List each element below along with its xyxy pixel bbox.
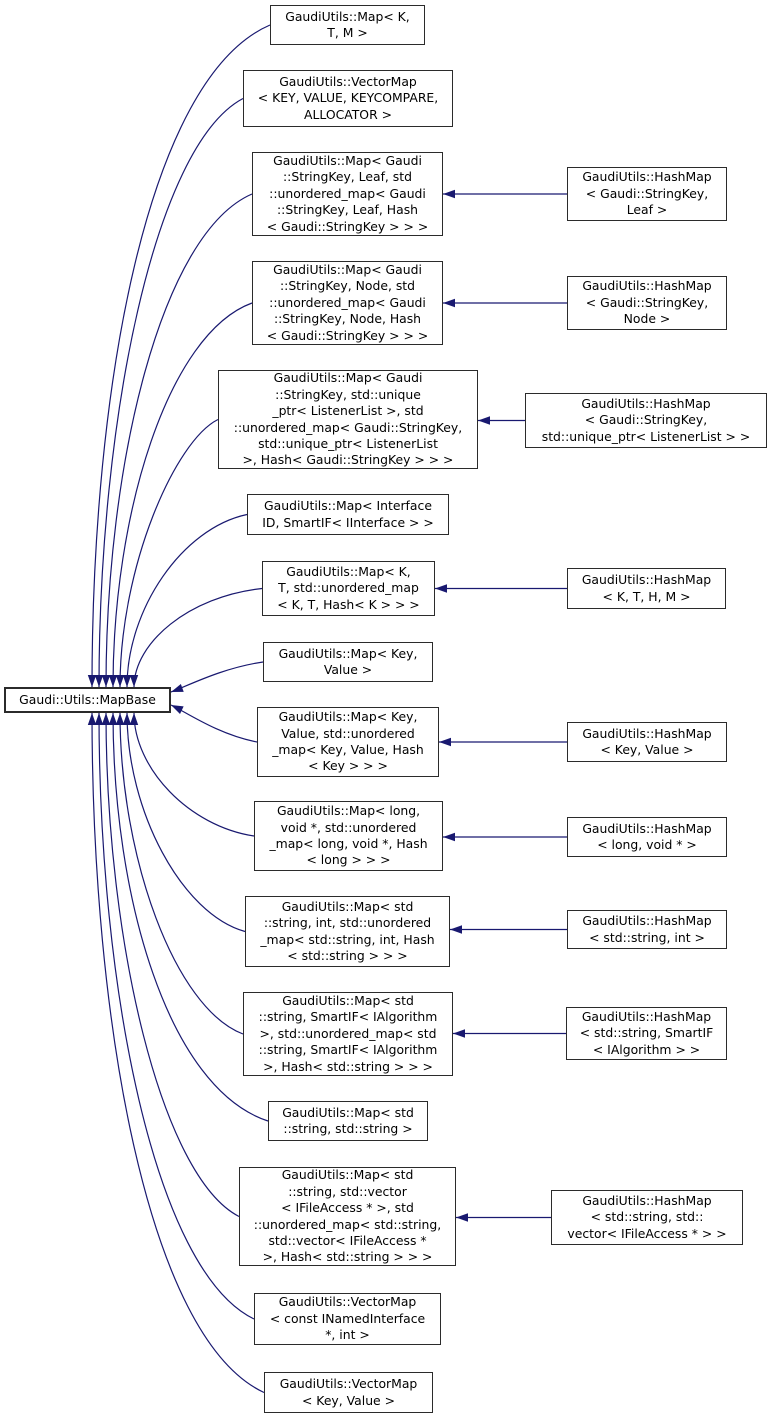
class-node-b8[interactable] xyxy=(566,1007,727,1060)
class-label-line: < K, T, H, M > xyxy=(602,588,691,604)
class-label-line: std::vector< IFileAccess * xyxy=(268,1232,427,1248)
inheritance-arrow xyxy=(127,515,247,688)
inheritance-arrow xyxy=(134,589,262,688)
class-label-line: GaudiUtils::Map< K, xyxy=(286,563,411,579)
class-label-line: Value > xyxy=(323,662,373,677)
class-label-line: void *, std::unordered xyxy=(280,819,417,835)
class-node-a3[interactable] xyxy=(252,152,443,236)
class-node-b7[interactable] xyxy=(567,910,727,949)
class-node-a8[interactable] xyxy=(263,642,433,682)
class-node-b6[interactable] xyxy=(567,817,727,857)
class-label-line: GaudiUtils::VectorMap xyxy=(279,73,417,89)
class-label-line: GaudiUtils::Map< std xyxy=(281,898,414,914)
class-label-line: < KEY, VALUE, KEYCOMPARE, xyxy=(257,90,439,106)
class-node-a7[interactable] xyxy=(262,561,435,616)
class-label-line: GaudiUtils::HashMap xyxy=(581,572,712,588)
class-label-line: ::string, SmartIF< IAlgorithm xyxy=(258,1009,438,1025)
class-node-a1[interactable] xyxy=(270,5,425,45)
class-label-line: < Gaudi::StringKey, xyxy=(585,185,709,201)
class-label-line: T, std::unordered_map xyxy=(278,580,419,596)
class-label-line: < Gaudi::StringKey > > > xyxy=(266,218,429,234)
class-label-line: < Key > > > xyxy=(308,758,388,774)
class-node-b1[interactable] xyxy=(567,167,727,221)
class-label-line: ::StringKey, Node, std xyxy=(279,278,416,294)
class-label-line: < IFileAccess * >, std xyxy=(281,1200,414,1216)
class-label-line: >, Hash< std::string > > > xyxy=(262,1249,433,1265)
inheritance-arrow xyxy=(99,713,254,1319)
class-label-line: < long, void * > xyxy=(597,837,697,852)
class-label-line: ::StringKey, std::unique xyxy=(275,386,421,402)
inheritance-arrow xyxy=(92,713,264,1393)
inheritance-arrow xyxy=(171,705,257,742)
class-label-line: < Gaudi::StringKey > > > xyxy=(266,327,429,343)
class-label-line: ::StringKey, Leaf, std xyxy=(283,169,412,185)
class-label-line: < std::string, SmartIF xyxy=(579,1025,714,1041)
inheritance-arrow xyxy=(171,662,263,692)
class-label-line: GaudiUtils::HashMap xyxy=(582,820,712,836)
class-node-root[interactable] xyxy=(4,687,171,713)
class-label-line: ::unordered_map< Gaudi xyxy=(269,185,426,201)
class-node-a10[interactable] xyxy=(254,801,443,871)
class-node-a14[interactable] xyxy=(239,1167,456,1266)
class-node-a6[interactable] xyxy=(247,494,449,535)
class-label-line: GaudiUtils::HashMap xyxy=(581,1008,712,1024)
class-label-line: GaudiUtils::Map< std xyxy=(281,1167,414,1183)
class-label-line: GaudiUtils::HashMap xyxy=(582,725,712,741)
class-node-b3[interactable] xyxy=(525,393,767,448)
class-label-line: GaudiUtils::Map< Interface xyxy=(264,498,432,514)
class-label-line: < Key, Value > xyxy=(600,742,694,757)
class-node-a5[interactable] xyxy=(218,370,478,469)
class-node-b5[interactable] xyxy=(567,722,727,762)
class-label-line: _ptr< ListenerList >, std xyxy=(272,403,424,419)
class-label-line: _map< std::string, int, Hash xyxy=(260,931,435,947)
class-label-line: GaudiUtils::Map< Key, xyxy=(278,645,418,661)
class-label-line: >, Hash< std::string > > > xyxy=(263,1058,433,1074)
class-label-line: GaudiUtils::Map< K, xyxy=(285,8,410,24)
class-label-line: GaudiUtils::HashMap xyxy=(582,1192,712,1208)
class-label-line: < Gaudi::StringKey, xyxy=(585,294,709,310)
class-node-a2[interactable] xyxy=(243,70,453,127)
class-label-line: _map< long, void *, Hash xyxy=(269,836,428,851)
class-node-a12[interactable] xyxy=(243,992,453,1076)
class-label-line: ::unordered_map< Gaudi::StringKey, xyxy=(233,419,463,435)
class-label-line: < long > > > xyxy=(306,852,391,868)
class-label-line: >, std::unordered_map< std xyxy=(259,1025,437,1041)
class-label-line: < IAlgorithm > > xyxy=(592,1041,701,1057)
inheritance-arrow xyxy=(113,303,252,687)
class-label-line: *, int > xyxy=(325,1327,370,1343)
class-node-a4[interactable] xyxy=(252,261,443,345)
class-node-a13[interactable] xyxy=(268,1101,428,1141)
inheritance-arrow xyxy=(120,713,243,1034)
class-label-line: vector< IFileAccess * > > xyxy=(567,1225,727,1241)
class-label-line: std::unique_ptr< ListenerList xyxy=(258,435,438,451)
inheritance-arrow xyxy=(120,420,218,688)
class-label-line: ::string, int, std::unordered xyxy=(263,915,432,931)
class-node-a15[interactable] xyxy=(254,1293,441,1345)
class-label-line: GaudiUtils::Map< std xyxy=(282,992,414,1008)
class-label-line: >, Hash< Gaudi::StringKey > > > xyxy=(242,452,454,468)
class-label-line: Value, std::unordered xyxy=(281,725,415,741)
class-label-line: GaudiUtils::HashMap xyxy=(582,278,712,294)
class-label-line: ALLOCATOR > xyxy=(303,106,392,122)
class-label-line: ::string, std::string > xyxy=(283,1121,413,1136)
class-node-b4[interactable] xyxy=(567,568,726,609)
class-label-line: GaudiUtils::HashMap xyxy=(582,913,712,929)
class-label-line: GaudiUtils::HashMap xyxy=(581,395,711,411)
class-label-line: GaudiUtils::Map< Gaudi xyxy=(273,261,422,277)
class-label-line: std::unique_ptr< ListenerList > > xyxy=(541,428,751,444)
class-node-a9[interactable] xyxy=(257,707,439,777)
class-label-line: < const INamedInterface xyxy=(269,1310,426,1326)
class-label-line: ::unordered_map< std::string, xyxy=(253,1216,442,1232)
class-node-b2[interactable] xyxy=(567,276,727,330)
class-label-line: GaudiUtils::Map< std xyxy=(282,1104,414,1120)
class-label-line: ::string, std::vector xyxy=(288,1183,407,1199)
class-label-line: < std::string > > > xyxy=(287,947,408,963)
class-label-line: < Gaudi::StringKey, xyxy=(584,412,708,428)
class-label-line: < std::string, int > xyxy=(589,929,705,945)
class-label-line: < K, T, Hash< K > > > xyxy=(277,596,420,612)
class-label-line: GaudiUtils::VectorMap xyxy=(278,1294,417,1310)
class-label-line: Gaudi::Utils::MapBase xyxy=(19,691,156,707)
class-label-line: ::string, SmartIF< IAlgorithm xyxy=(258,1042,438,1058)
class-label-line: GaudiUtils::Map< Gaudi xyxy=(273,152,422,168)
class-label-line: Leaf > xyxy=(626,202,668,218)
class-label-line: < std::string, std:: xyxy=(590,1209,704,1225)
class-label-line: GaudiUtils::Map< long, xyxy=(276,803,421,819)
class-label-line: ::unordered_map< Gaudi xyxy=(269,294,426,310)
inheritance-arrow xyxy=(106,713,239,1217)
class-label-line: GaudiUtils::Map< Key, xyxy=(278,709,418,725)
class-label-line: _map< Key, Value, Hash xyxy=(272,742,424,757)
class-label-line: GaudiUtils::Map< Gaudi xyxy=(273,370,423,386)
class-node-a16[interactable] xyxy=(264,1372,433,1413)
class-label-line: < Key, Value > xyxy=(301,1392,395,1408)
inheritance-arrow xyxy=(127,713,245,932)
class-label-line: ::StringKey, Node, Hash xyxy=(273,311,422,327)
class-label-line: GaudiUtils::HashMap xyxy=(582,169,712,185)
class-label-line: ::StringKey, Leaf, Hash xyxy=(276,202,419,218)
inheritance-arrow xyxy=(134,713,254,836)
class-label-line: Node > xyxy=(623,311,671,327)
class-label-line: ID, SmartIF< IInterface > > xyxy=(262,514,434,530)
class-label-line: GaudiUtils::VectorMap xyxy=(279,1376,418,1392)
class-node-a11[interactable] xyxy=(245,896,450,967)
class-label-line: T, M > xyxy=(327,25,368,40)
class-node-b9[interactable] xyxy=(551,1190,743,1245)
